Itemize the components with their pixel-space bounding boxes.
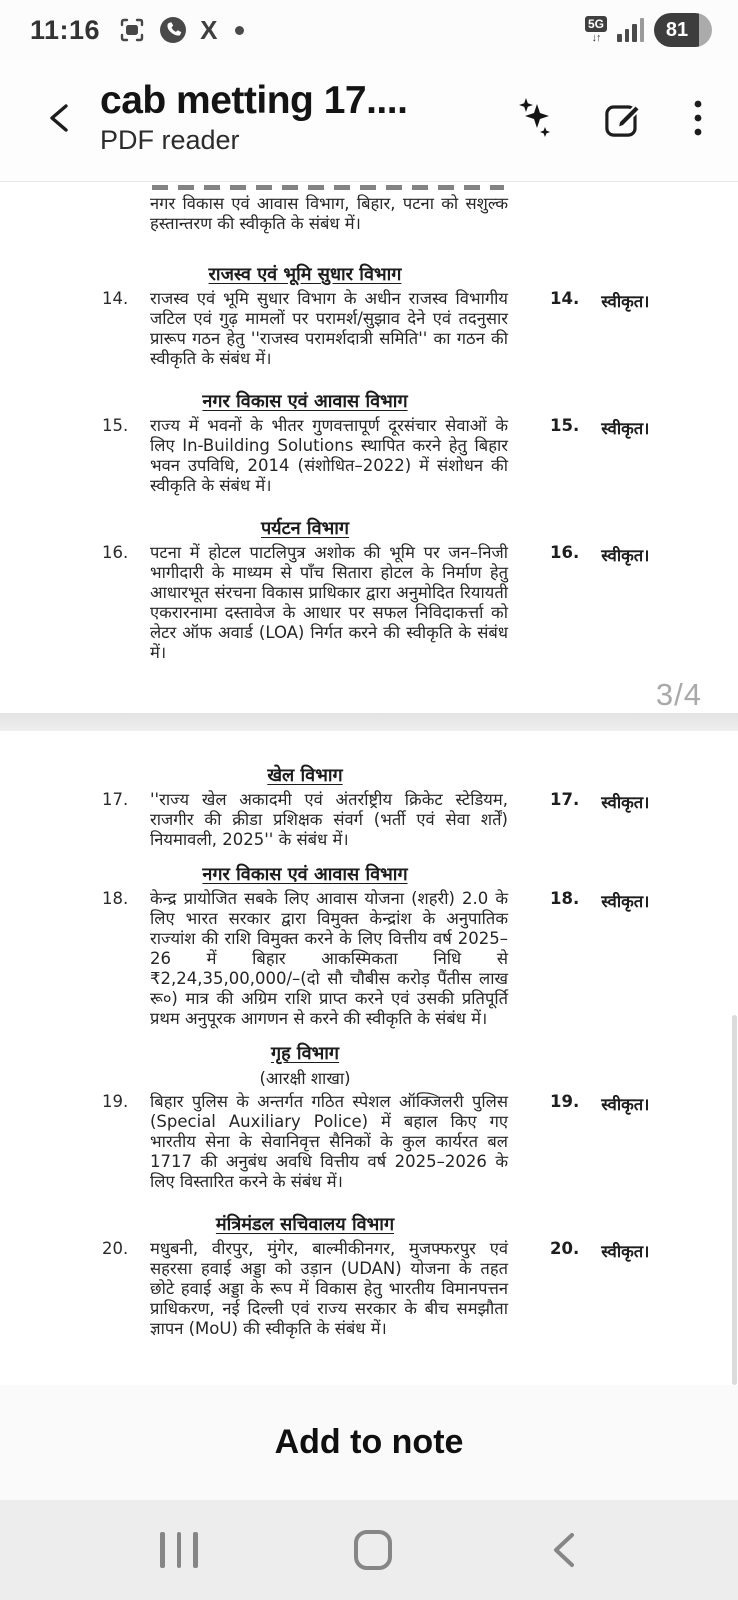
clipped-text-line — [152, 185, 504, 190]
decision-status — [550, 416, 649, 439]
back-button[interactable] — [36, 95, 82, 141]
status-item-number: 20. — [550, 1239, 580, 1258]
item-text: मधुबनी, वीरपुर, मुंगेर, बाल्मीकीनगर, मुजफ्फरपुर एवं सहरसा हवाई अड्डा को उड़ान (UDAN) योजना के तहत छोटे हवाई अड्डा के रूप में विकास हेतु भारतीय विमानपत्तन प्राधिकरण, नई दिल्ली एवं राज्य सरकार के बीच समझौता ज्ञापन (MoU) की स्वीकृति के संबंध में। — [150, 1239, 508, 1338]
page-indicator: 3/4 — [655, 677, 702, 712]
page-gap — [0, 713, 738, 731]
nav-back-button[interactable] — [548, 1529, 578, 1571]
status-label: स्वीकृत। — [601, 546, 650, 565]
screenshot-notification-icon — [118, 16, 146, 44]
section-subheading: (आरक्षी शाखा) — [259, 1069, 351, 1088]
decision-status — [550, 1092, 649, 1115]
item-text: ''राज्य खेल अकादमी एवं अंतर्राष्ट्रीय क्रिकेट स्टेडियम, राजगीर की क्रीडा प्रशिक्षक संवर्ग (भर्ती एवं सेवा शर्तें) नियमावली, 2025'' के संबंध में। — [150, 790, 508, 849]
paragraph-continuation-row — [0, 194, 738, 234]
status-label: स्वीकृत। — [601, 892, 650, 911]
agenda-item-20 — [0, 1239, 738, 1339]
section-urban-development — [0, 389, 738, 496]
item-text: राज्य में भवनों के भीतर गुणवत्तापूर्ण दूरसंचार सेवाओं के लिए In-Building Solutions स्थापित करने हेतु बिहार भवन उपविधि, 2014 (संशोधित–2022) में संशोधन की स्वीकृति के संबंध में। — [150, 416, 508, 495]
status-item-number: 16. — [550, 543, 580, 562]
home-button[interactable] — [354, 1530, 392, 1570]
status-item-number: 19. — [550, 1092, 580, 1111]
section-tourism — [0, 516, 738, 663]
call-notification-icon — [158, 15, 188, 45]
overflow-menu-button[interactable] — [692, 94, 704, 142]
scrollbar-thumb[interactable] — [732, 1015, 737, 1385]
app-name-label: PDF reader — [100, 125, 240, 155]
x-app-notification-icon: X — [200, 14, 218, 45]
add-to-note-bar[interactable] — [0, 1385, 738, 1500]
status-label: स्वीकृत। — [601, 1095, 650, 1114]
section-heading: खेल विभाग — [267, 765, 343, 786]
android-navigation-bar — [0, 1500, 738, 1600]
ai-assistant-button[interactable] — [512, 94, 556, 142]
agenda-item-14 — [0, 289, 738, 369]
decision-status — [550, 889, 649, 912]
status-item-number: 15. — [550, 416, 580, 435]
status-label: स्वीकृत। — [601, 419, 650, 438]
item-number: 16. — [102, 543, 129, 562]
edit-annotate-button[interactable] — [602, 96, 646, 140]
status-label: स्वीकृत। — [601, 292, 650, 311]
status-bar — [0, 0, 738, 60]
section-heading: राजस्व एवं भूमि सुधार विभाग — [208, 264, 402, 285]
item-number: 20. — [102, 1239, 129, 1258]
item-number: 15. — [102, 416, 129, 435]
section-heading: गृह विभाग — [270, 1043, 340, 1064]
decision-status — [550, 790, 649, 813]
item-number: 14. — [102, 289, 129, 308]
pdf-page-3 — [0, 182, 738, 713]
notification-dot-icon — [235, 26, 244, 35]
decision-status — [550, 289, 649, 312]
pdf-viewport[interactable] — [0, 182, 738, 1385]
signal-strength-icon — [617, 18, 644, 42]
status-item-number: 17. — [550, 790, 580, 809]
recents-button[interactable] — [160, 1532, 198, 1568]
agenda-item-19 — [0, 1092, 738, 1192]
add-to-note-button[interactable]: Add to note — [274, 1423, 464, 1461]
clock-time: 11:16 — [30, 14, 101, 45]
item-number: 19. — [102, 1092, 129, 1111]
item-text: केन्द्र प्रायोजित सबके लिए आवास योजना (शहरी) 2.0 के लिए भारत सरकार द्वारा विमुक्त केन्द्रांश के अनुपातिक राज्यांश की राशि विमुक्त करने के लिए वित्तीय वर्ष 2025–26 में बिहार आकस्मिकता निधि से ₹2,24,35,00,000/–(दो सौ चौबीस करोड़ पैंतीस लाख रू०) मात्र की अग्रिम राशि प्राप्त करने एवं उसकी प्रतिपूर्ति प्रथम अनुपूरक आगणन से करने की स्वीकृति के संबंध में। — [150, 889, 508, 1028]
section-heading: मंत्रिमंडल सचिवालय विभाग — [215, 1214, 395, 1235]
item-number: 18. — [102, 889, 129, 908]
status-item-number: 18. — [550, 889, 580, 908]
item-text: पटना में होटल पाटलिपुत्र अशोक की भूमि पर जन–निजी भागीदारी के माध्यम से पाँच सितारा होटल के निर्माण हेतु आधारभूत संरचना विकास प्राधिकार द्वारा अनुमोदित रियायती एकरारनामा दस्तावेज के आधार पर सफल निविदाकर्त्ता को लेटर ऑफ अवार्ड (LOA) निर्गत करने की स्वीकृति के संबंध में। — [150, 543, 508, 662]
item-text: बिहार पुलिस के अन्तर्गत गठित स्पेशल ऑक्जिलरी पुलिस (Special Auxiliary Police) में बहाल किए गए भारतीय सेना के सेवानिवृत्त सैनिकों के कुल कार्यरत बल 1717 की अनुबंध अवधि वित्तीय वर्ष 2025–2026 के लिए विस्तारित करने के संबंध में। — [150, 1092, 508, 1191]
section-heading: पर्यटन विभाग — [260, 518, 350, 539]
battery-indicator: 81 — [654, 13, 712, 47]
section-heading: नगर विकास एवं आवास विभाग — [202, 864, 408, 885]
status-item-number: 14. — [550, 289, 580, 308]
section-urban-development-2 — [0, 862, 738, 1029]
paragraph-continuation-text: नगर विकास एवं आवास विभाग, बिहार, पटना को सशुल्क हस्तान्तरण की स्वीकृति के संबंध में। — [150, 194, 508, 233]
agenda-item-15 — [0, 416, 738, 496]
document-title: cab metting 17.... — [100, 79, 408, 122]
agenda-item-18 — [0, 889, 738, 1029]
decision-status — [550, 543, 649, 566]
section-revenue-land-reforms — [0, 262, 738, 369]
agenda-item-16 — [0, 543, 738, 663]
agenda-item-17 — [0, 790, 738, 850]
status-label: स्वीकृत। — [601, 793, 650, 812]
section-home-department — [0, 1041, 738, 1192]
section-cabinet-secretariat — [0, 1212, 738, 1339]
item-text: राजस्व एवं भूमि सुधार विभाग के अधीन राजस्व विभागीय जटिल एवं गुढ़ मामलों पर परामर्श/सुझाव देने एवं तदनुसार प्रारूप गठन हेतु ''राजस्व परामर्शदात्री समिति'' का गठन की स्वीकृति के संबंध में। — [150, 289, 508, 368]
section-heading: नगर विकास एवं आवास विभाग — [202, 391, 408, 412]
item-number: 17. — [102, 790, 129, 809]
network-5g-icon: 5G ↓↑ — [585, 16, 607, 44]
pdf-page-4 — [0, 731, 738, 1385]
app-header — [0, 60, 738, 182]
section-sports — [0, 763, 738, 850]
decision-status — [550, 1239, 649, 1262]
status-label: स्वीकृत। — [601, 1242, 650, 1261]
